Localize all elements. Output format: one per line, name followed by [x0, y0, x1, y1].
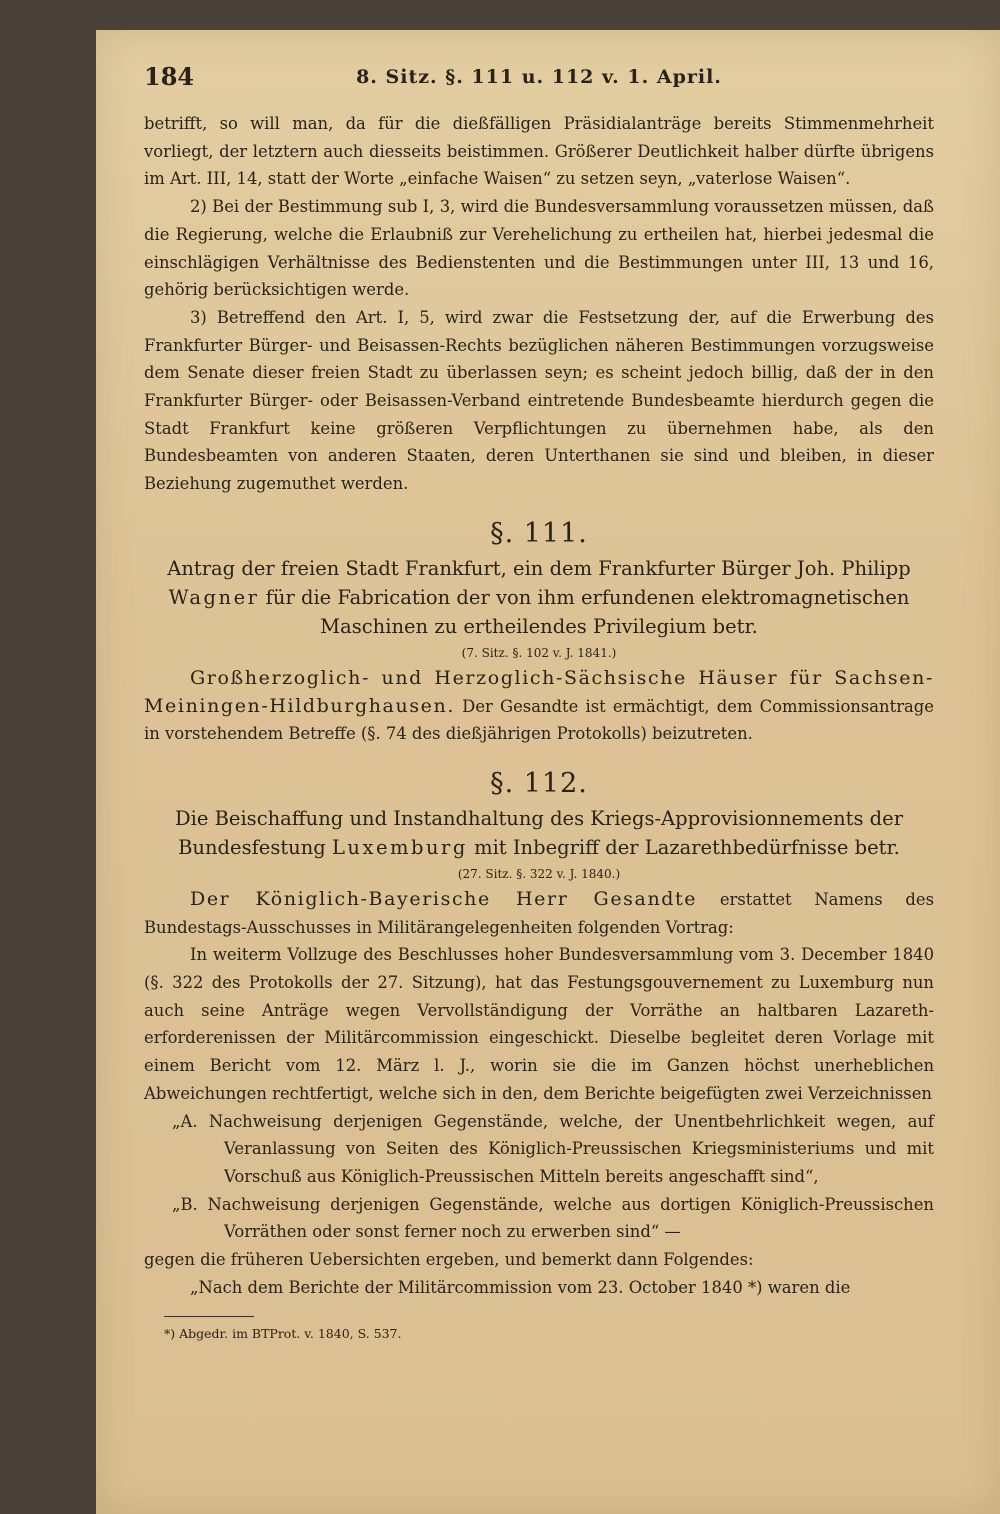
section-112-paragraph-2: gegen die früheren Uebersichten ergeben, und bemerkt dann Folgendes:: [144, 1250, 754, 1270]
document-page: [96, 30, 1000, 1514]
section-111-text: Der Gesandte ist ermächtigt, dem Commissionsantrage in vorstehendem Betreffe (§. 74 des dießjährigen Protokolls) beizutreten.: [144, 696, 934, 744]
section-112-paragraph-1: In weiterm Vollzuge des Beschlusses hoher Bundesversammlung vom 3. December 1840 (§. 322 des Protokolls der 27. Sitzung), hat das Festungsgouvernement zu Luxemburg nun auch seine Anträge wegen Vervollständigung der Vorräthe an haltbaren Lazareth-erforderenissen der Militärcommission eingeschickt. Dieselbe begleitet deren Vorlage mit einem Bericht vom 12. März l. J., worin sie die im Ganzen höchst unerheblichen Abweichungen rechtfertigt, welche sich in den, dem Berichte beigefügten zwei Verzeichnissen: [144, 945, 934, 1103]
paragraph-continuation: betrifft, so will man, da für die dießfälligen Präsidialanträge bereits Stimmenmehrheit vorliegt, der letztern auch diesseits beistimmen. Größerer Deutlichkeit halber dürfte übrigens im Art. III, 14, statt der Worte „einfache Waisen“ zu setzen seyn, „vaterlose Waisen“.: [144, 114, 934, 189]
page-body: [144, 110, 934, 1343]
section-112-list-b: „B. Nachweisung derjenigen Gegenstände, welche aus dortigen Königlich-Preussischen Vorräthen oder sonst ferner noch zu erwerben sind“ —: [172, 1194, 934, 1242]
section-112-citation: (27. Sitz. §. 322 v. J. 1840.): [457, 866, 621, 881]
section-112-intro: [144, 886, 934, 941]
section-111-title: [144, 554, 934, 641]
section-111-title-a: Antrag der freien Stadt Frankfurt, ein dem Frankfurter Bürger Joh. Philipp: [167, 556, 911, 580]
section-112-title-name: Luxemburg: [331, 835, 468, 859]
section-112-title-a: Die Beischaffung und Instandhaltung des Kriegs-Approvisionnements der Bundesfestung: [174, 806, 904, 859]
section-111-statement: [144, 665, 934, 748]
page-number: 184: [144, 62, 195, 91]
running-title: 8. Sitz. §. 111 u. 112 v. 1. April.: [356, 66, 722, 88]
section-111-title-b: für die Fabrication der von ihm erfundenen elektromagnetischen Maschinen zu ertheilendes Privilegium betr.: [265, 585, 910, 638]
section-112-title: [144, 804, 934, 862]
section-112-paragraph-3: „Nach dem Berichte der Militärcommission vom 23. October 1840 *) waren die: [190, 1277, 851, 1297]
section-111-speaker: Großherzoglich- und Herzoglich-Sächsische Häuser für Sachsen-Meiningen-Hildburghausen.: [144, 666, 934, 717]
paragraph-point-3: 3) Betreffend den Art. I, 5, wird zwar die Festsetzung der, auf die Erwerbung des Frankfurter Bürger- und Beisassen-Rechts bezüglichen näheren Bestimmungen vorzugsweise dem Senate dieser freien Stadt zu überlassen seyn; es scheint jedoch billig, daß der in den Frankfurter Bürger- oder Beisassen-Verband eintretende Bundesbeamte hierdurch gegen die Stadt Frankfurt keine größeren Verpflichtungen zu übernehmen habe, als den Bundesbeamten von anderen Staaten, deren Unterthanen sie sind und bleiben, in dieser Beziehung zugemuthet werden.: [144, 307, 934, 494]
section-111-heading: §. 111.: [490, 517, 588, 549]
running-header: [144, 62, 934, 98]
section-111-citation: (7. Sitz. §. 102 v. J. 1841.): [461, 645, 617, 660]
section-111-title-name: Wagner: [168, 585, 260, 609]
paragraph-point-2: 2) Bei der Bestimmung sub I, 3, wird die Bundesversammlung voraussetzen müssen, daß die Regierung, welche die Erlaubniß zur Verehelichung zu ertheilen hat, hierbei jedesmal die einschlägigen Verhältnisse des Bedienstenten und die Bestimmungen unter III, 13 und 16, gehörig berücksichtigen werde.: [144, 197, 934, 300]
footnote: *) Abgedr. im BTProt. v. 1840, S. 537.: [164, 1325, 402, 1341]
footnote-divider: [164, 1316, 254, 1317]
section-112-title-b: mit Inbegriff der Lazarethbedürfnisse betr.: [474, 835, 900, 859]
section-112-speaker-rest: erstattet Namens des Bundestags-Ausschusses in Militärangelegenheiten folgenden Vortrag:: [144, 889, 934, 937]
section-112-list-a: „A. Nachweisung derjenigen Gegenstände, welche, der Unentbehrlichkeit wegen, auf Veranlassung von Seiten des Königlich-Preussischen Kriegsministeriums und mit Vorschuß aus Königlich-Preussischen Mitteln bereits angeschafft sind“,: [172, 1111, 934, 1186]
section-112-speaker: Der Königlich-Bayerische Herr Gesandte: [190, 887, 698, 910]
section-112-heading: §. 112.: [490, 767, 588, 799]
